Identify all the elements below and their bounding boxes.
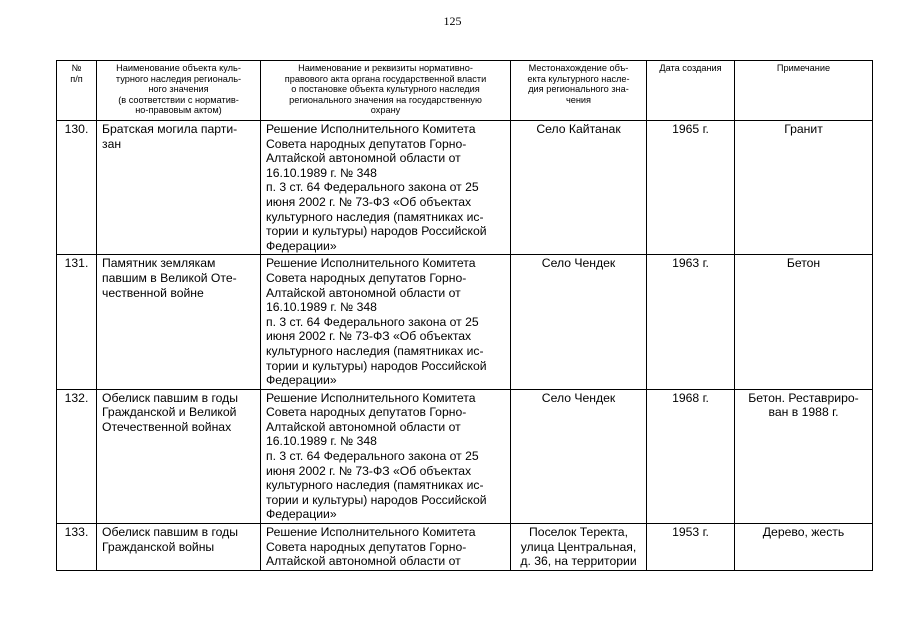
heritage-registry-table <box>56 60 873 571</box>
row-number: 131. <box>57 255 97 389</box>
header-object-name: Наименование объекта куль- турного наследия региональ- ного значения (в соответствии с норматив- но-правовым актом) <box>97 61 261 121</box>
header-creation-date: Дата создания <box>647 61 735 121</box>
location: Село Кайтанак <box>511 121 647 255</box>
table-row <box>57 255 873 389</box>
location: Село Чендек <box>511 255 647 389</box>
legal-act: Решение Исполнительного Комитета Совета народных депутатов Горно- Алтайской автономной области от 16.10.1989 г. № 348 п. 3 ст. 64 Федерального закона от 25 июня 2002 г. № 73-ФЗ «Об объектах культурного наследия (памятниках ис- тории и культуры) народов Российской Федерации» <box>261 121 511 255</box>
header-note: Примечание <box>735 61 873 121</box>
object-name: Памятник землякам павшим в Великой Оте- чественной войне <box>97 255 261 389</box>
location: Село Чендек <box>511 389 647 523</box>
row-number: 133. <box>57 524 97 571</box>
object-name: Братская могила парти- зан <box>97 121 261 255</box>
table-row <box>57 389 873 523</box>
note: Гранит <box>735 121 873 255</box>
creation-date: 1953 г. <box>647 524 735 571</box>
header-legal-act: Наименование и реквизиты нормативно- правового акта органа государственной власти о постановке объекта культурного наследия регионального значения на государственную охрану <box>261 61 511 121</box>
table-row <box>57 121 873 255</box>
note: Дерево, жесть <box>735 524 873 571</box>
legal-act: Решение Исполнительного Комитета Совета народных депутатов Горно- Алтайской автономной области от 16.10.1989 г. № 348 п. 3 ст. 64 Федерального закона от 25 июня 2002 г. № 73-ФЗ «Об объектах культурного наследия (памятниках ис- тории и культуры) народов Российской Федерации» <box>261 255 511 389</box>
object-name: Обелиск павшим в годы Гражданской войны <box>97 524 261 571</box>
header-location: Местонахождение объ- екта культурного насле- дия регионального зна- чения <box>511 61 647 121</box>
legal-act: Решение Исполнительного Комитета Совета народных депутатов Горно- Алтайской автономной области от <box>261 524 511 571</box>
header-number: № п/п <box>57 61 97 121</box>
creation-date: 1968 г. <box>647 389 735 523</box>
row-number: 130. <box>57 121 97 255</box>
legal-act: Решение Исполнительного Комитета Совета народных депутатов Горно- Алтайской автономной области от 16.10.1989 г. № 348 п. 3 ст. 64 Федерального закона от 25 июня 2002 г. № 73-ФЗ «Об объектах культурного наследия (памятниках ис- тории и культуры) народов Российской Федерации» <box>261 389 511 523</box>
table-row <box>57 524 873 571</box>
creation-date: 1965 г. <box>647 121 735 255</box>
note: Бетон. Реставриро- ван в 1988 г. <box>735 389 873 523</box>
location: Поселок Теректа, улица Центральная, д. 36, на территории <box>511 524 647 571</box>
note: Бетон <box>735 255 873 389</box>
row-number: 132. <box>57 389 97 523</box>
object-name: Обелиск павшим в годы Гражданской и Великой Отечественной войнах <box>97 389 261 523</box>
table-header-row <box>57 61 873 121</box>
creation-date: 1963 г. <box>647 255 735 389</box>
page-number: 125 <box>443 14 462 28</box>
